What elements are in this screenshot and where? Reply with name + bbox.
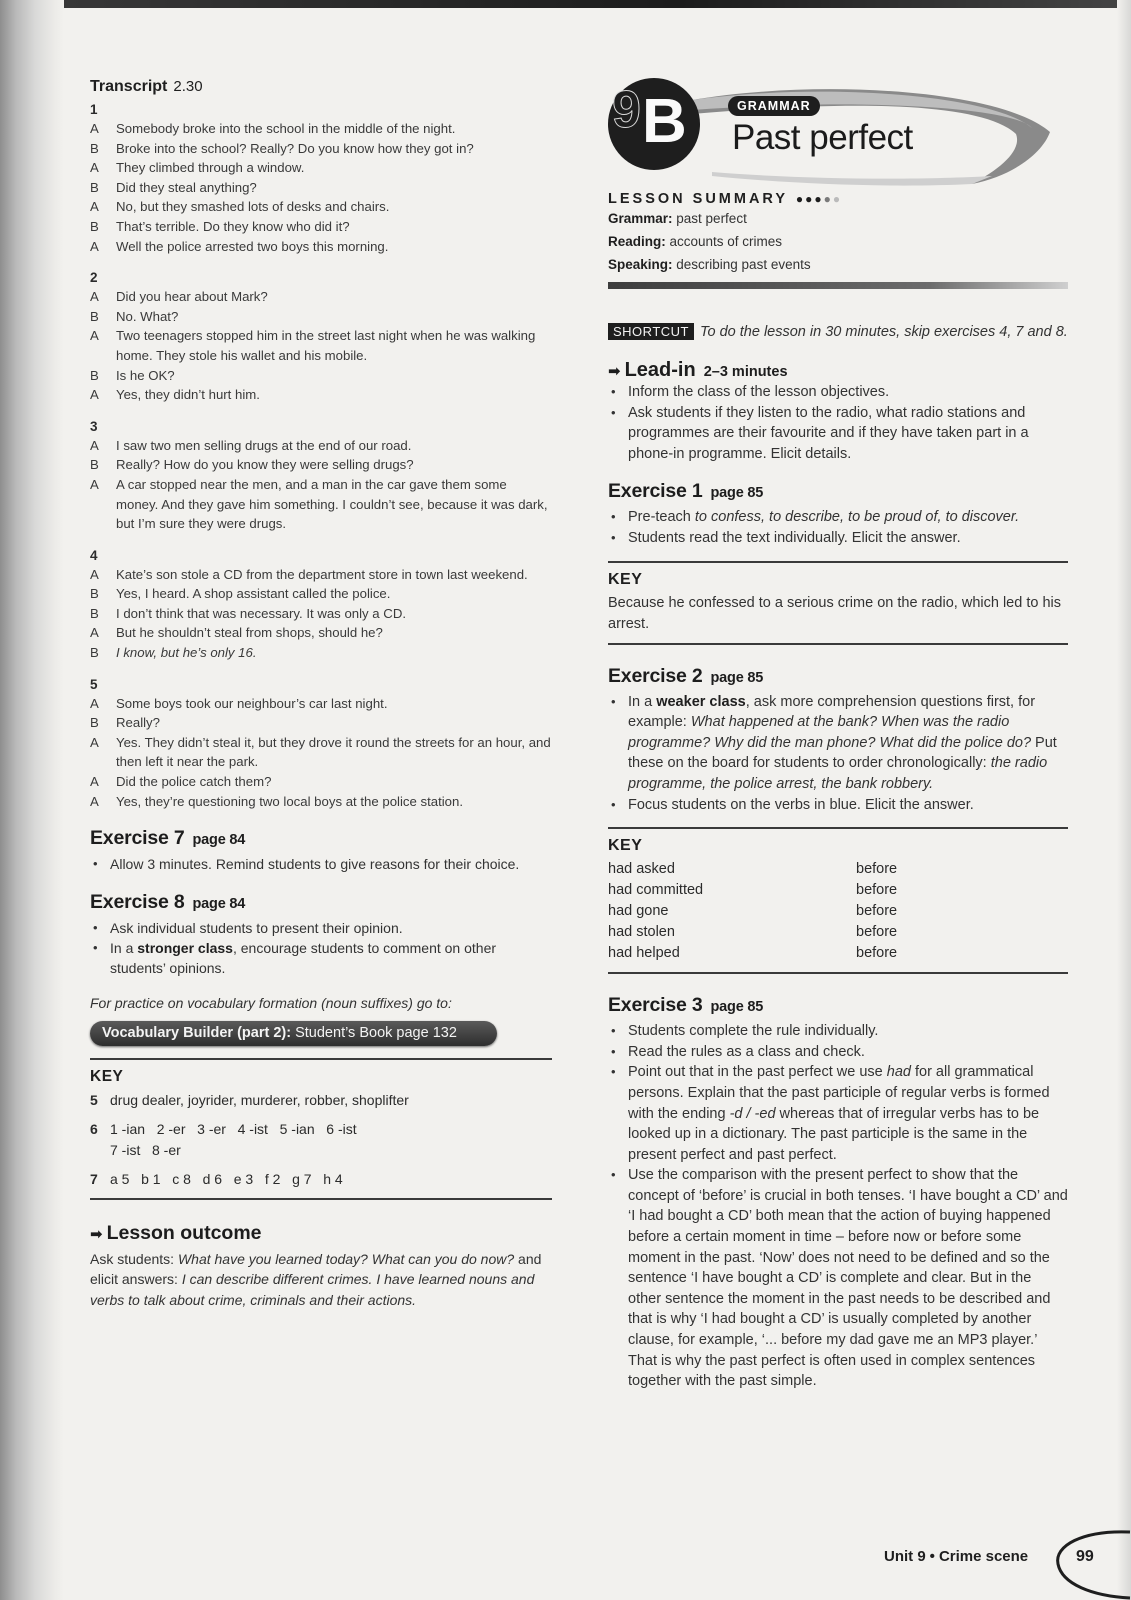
text-italic: What have you learned today? What can you do now? xyxy=(177,1250,515,1267)
dialogue-text: Broke into the school? Really? Do you know how they got in? xyxy=(116,140,474,156)
shortcut-tag: SHORTCUT xyxy=(608,323,694,340)
right-column xyxy=(608,78,1068,1392)
dialogue-block xyxy=(90,419,552,534)
list-item: • Ask individual students to present their opinion. xyxy=(90,918,552,938)
lesson-header xyxy=(608,78,1068,188)
key-cell: had gone xyxy=(608,903,669,920)
summary-label: Grammar: xyxy=(608,211,673,226)
dialogue-block xyxy=(90,270,552,405)
dialogue-text: I saw two men selling drugs at the end of our road. xyxy=(116,437,412,453)
key-row-5 xyxy=(90,1090,552,1111)
dialogue-line xyxy=(90,455,552,475)
text: Point out that in the past perfect we use xyxy=(628,1064,887,1081)
list-item: • Use the comparison with the present perfect to show that the concept of ‘before’ is crucial in both tenses. ‘I have bought a CD’ and ‘I had bought a CD’ both mean that the action of buying happened before a certain moment in time – before now or before some moment in the past. ‘Now’ does not need to be defined and so the sentence ‘I have bought a CD’ is complete and clear. But in the other sentence the moment in the past needs to be described and that is why ‘I had bought a CD’ is usually completed by another clause, for example, ‘... before my dad gave me an MP3 player.’ That is why the past perfect is often used in complex sentences together with the past simple. xyxy=(608,1165,1068,1392)
lesson-title: Past perfect xyxy=(732,118,913,157)
lesson-outcome-text xyxy=(90,1249,552,1311)
dialogue-text: Really? How do you know they were selling drugs? xyxy=(116,457,414,473)
key-box-left xyxy=(90,1058,552,1200)
dialogue-text: I know, but he’s only 16. xyxy=(116,645,257,661)
speaker-label: B xyxy=(90,715,99,731)
vocab-page: Student’s Book page 132 xyxy=(291,1024,457,1041)
dialogue-text: Yes. They didn’t steal it, but they drove it round the streets for an hour, and then left it near the park. xyxy=(116,734,551,770)
summary-row xyxy=(608,230,1068,253)
dialogue-line xyxy=(90,237,552,257)
lead-in-list xyxy=(608,382,1068,464)
dialogue-line xyxy=(90,366,552,386)
key-title: KEY xyxy=(90,1067,124,1085)
text: Pre-teach xyxy=(628,509,695,526)
dialogue-line xyxy=(90,643,552,663)
footer-separator: • xyxy=(929,1548,935,1565)
exercise-8-heading xyxy=(90,891,552,914)
speaker-label: B xyxy=(90,140,99,156)
exercise-8-title: Exercise 8 xyxy=(90,890,185,913)
speaker-label: B xyxy=(90,457,99,473)
dialogue-block xyxy=(90,102,552,256)
dialogue-number: 2 xyxy=(90,270,98,286)
speaker-label: B xyxy=(90,645,99,661)
dialogue-text: Did the police catch them? xyxy=(116,774,272,790)
exercise-7-page: page 84 xyxy=(192,832,246,849)
dialogue-line xyxy=(90,436,552,456)
list-item xyxy=(90,938,552,979)
dialogue-text: Is he OK? xyxy=(116,367,175,383)
dialogue-line xyxy=(90,623,552,643)
key-cell: had asked xyxy=(608,861,675,878)
exercise-2-page: page 85 xyxy=(710,669,764,686)
speaker-label: A xyxy=(90,774,99,790)
key-number: 6 xyxy=(90,1120,98,1137)
lead-in-heading xyxy=(608,359,1068,382)
text: for all grammatical persons. Explain that the past participle of regular verbs is formed with the ending xyxy=(628,1064,1050,1122)
lead-in-time: 2–3 minutes xyxy=(703,364,788,380)
exercise-1-title: Exercise 1 xyxy=(608,480,703,503)
dialogue-text: That’s terrible. Do they know who did it? xyxy=(116,218,350,234)
speaker-label: A xyxy=(90,238,99,254)
table-row xyxy=(608,880,1068,901)
speaker-label: A xyxy=(90,437,99,453)
shortcut-text: To do the lesson in 30 minutes, skip exercises 4, 7 and 8. xyxy=(699,324,1068,340)
dialogue-text: But he shouldn’t steal from shops, should he? xyxy=(116,625,383,641)
summary-label: Reading: xyxy=(608,234,666,249)
exercise-2-heading xyxy=(608,665,1068,688)
dialogue-text: Somebody broke into the school in the middle of the night. xyxy=(116,121,456,136)
text: , ask more comprehension questions first, for example: xyxy=(628,693,1036,731)
book-spine-shadow xyxy=(0,0,64,1600)
speaker-label: A xyxy=(90,566,99,582)
shortcut-note xyxy=(608,321,1068,343)
dialogue-line xyxy=(90,565,552,585)
dialogue-line xyxy=(90,158,552,178)
dialogue-text: Yes, they didn’t hurt him. xyxy=(116,387,260,403)
text: whereas that of irregular verbs has to be looked up in a dictionary. The past participle is the same in the present perfect and past perfect. xyxy=(628,1105,1040,1163)
dialogue-line xyxy=(90,139,552,159)
key-title: KEY xyxy=(608,570,643,588)
dialogue-line xyxy=(90,772,552,792)
dialogue-line xyxy=(90,326,552,365)
text: and elicit answers: xyxy=(90,1250,542,1288)
list-item: • Students complete the rule individually. xyxy=(608,1021,1068,1042)
summary-value: past perfect xyxy=(672,211,747,226)
dialogue-line xyxy=(90,584,552,604)
speaker-label: A xyxy=(90,695,99,711)
dialogue-line xyxy=(90,385,552,405)
table-row xyxy=(608,901,1068,922)
text: , encourage students to comment on other students’ opinions. xyxy=(110,940,497,977)
practice-note: For practice on vocabulary formation (noun suffixes) go to: xyxy=(90,994,452,1011)
dialogue-line xyxy=(90,733,552,772)
summary-dots-icon: ●●●●● xyxy=(795,192,843,206)
list-item xyxy=(608,507,1068,528)
speaker-label: A xyxy=(90,199,99,215)
page-number: 99 xyxy=(1076,1548,1094,1565)
dialogue-block xyxy=(90,677,552,812)
dialogue-text: I don’t think that was necessary. It was only a CD. xyxy=(116,605,407,621)
left-column xyxy=(90,78,552,1311)
list-item: • Students read the text individually. Elicit the answer. xyxy=(608,528,1068,549)
key-number: 7 xyxy=(90,1170,98,1187)
dialogue-line xyxy=(90,475,552,534)
dialogue-number: 5 xyxy=(90,676,98,692)
exercise-8-list xyxy=(90,918,552,979)
page-footer xyxy=(884,1548,1028,1565)
dialogue-line xyxy=(90,604,552,624)
exercise-1-page: page 85 xyxy=(710,485,764,502)
dialogue-line xyxy=(90,217,552,237)
lesson-outcome-heading xyxy=(90,1222,552,1245)
transcript-number: 2.30 xyxy=(173,78,203,95)
list-item: • Read the rules as a class and check. xyxy=(608,1042,1068,1063)
text: In a xyxy=(110,940,138,957)
table-row xyxy=(608,922,1068,943)
speaker-label: A xyxy=(90,793,99,809)
dialogue-text: Two teenagers stopped him in the street last night when he was walking home. They stole his wallet and his mobile. xyxy=(116,328,536,363)
exercise-3-title: Exercise 3 xyxy=(608,994,703,1017)
speaker-label: A xyxy=(90,387,99,403)
dialogue-number: 4 xyxy=(90,547,98,563)
key-cell: before xyxy=(856,945,898,962)
key-cell: before xyxy=(856,903,898,920)
key-number: 5 xyxy=(90,1091,98,1108)
dialogue-number: 1 xyxy=(90,102,98,117)
speaker-label: A xyxy=(90,734,99,750)
list-item xyxy=(608,692,1068,795)
table-row xyxy=(608,943,1068,964)
summary-value: accounts of crimes xyxy=(665,234,783,249)
dialogue-line xyxy=(90,792,552,812)
dialogue-text: Did they steal anything? xyxy=(116,179,257,195)
table-row xyxy=(608,859,1068,880)
summary-row xyxy=(608,207,1068,230)
list-item: • Inform the class of the lesson objectives. xyxy=(608,382,1068,403)
summary-divider xyxy=(608,282,1068,289)
key-cell: before xyxy=(856,861,898,878)
dialogue-line xyxy=(90,287,552,307)
key-answer: a 5 b 1 c 8 d 6 e 3 f 2 g 7 h 4 xyxy=(110,1170,343,1187)
transcript-dialogues xyxy=(90,102,552,811)
key-cell: before xyxy=(856,882,898,899)
key-answer-line: 1 -ian 2 -er 3 -er 4 -ist 5 -ian 6 -ist xyxy=(110,1120,357,1137)
list-item: • Focus students on the verbs in blue. Elicit the answer. xyxy=(608,795,1068,816)
lesson-letter: B xyxy=(642,87,687,156)
page-top-edge xyxy=(0,0,1131,8)
text: In a xyxy=(628,693,657,710)
summary-title: LESSON SUMMARY xyxy=(608,191,789,207)
lesson-outcome-title: Lesson outcome xyxy=(106,1221,262,1244)
dialogue-block xyxy=(90,548,552,663)
arrow-right-icon: ➡ xyxy=(608,363,621,380)
exercise-3-heading xyxy=(608,994,1068,1017)
dialogue-text: Yes, I heard. A shop assistant called the police. xyxy=(116,586,391,602)
key-cell: before xyxy=(856,924,898,941)
exercise-7-title: Exercise 7 xyxy=(90,827,185,850)
transcript-heading xyxy=(90,78,552,96)
speaker-label: B xyxy=(90,308,99,324)
dialogue-text: No. What? xyxy=(116,308,179,324)
speaker-label: B xyxy=(90,179,99,195)
dialogue-text: Did you hear about Mark? xyxy=(116,289,268,305)
summary-value: describing past events xyxy=(672,257,811,272)
text: Ask students: xyxy=(90,1250,178,1267)
speaker-label: A xyxy=(90,625,99,641)
dialogue-text: Yes, they’re questioning two local boys at the police station. xyxy=(116,793,463,809)
exercise-1-heading xyxy=(608,480,1068,503)
speaker-label: A xyxy=(90,121,99,136)
text-italic: had xyxy=(886,1064,911,1081)
speaker-label: B xyxy=(90,218,99,234)
key-answer xyxy=(110,1119,552,1161)
speaker-label: B xyxy=(90,367,99,383)
footer-unit-title: Crime scene xyxy=(938,1548,1029,1565)
list-item: • Allow 3 minutes. Remind students to give reasons for their choice. xyxy=(90,854,552,874)
speaker-label: B xyxy=(90,605,99,621)
lead-in-title: Lead-in xyxy=(624,359,696,381)
text-italic: to confess, to describe, to be proud of, to discover. xyxy=(694,509,1020,526)
speaker-label: A xyxy=(90,289,99,305)
text-italic: What happened at the bank? When was the radio programme? Why did the man phone? What did the police do? xyxy=(628,714,1032,751)
key-row-6 xyxy=(90,1119,552,1161)
key-cell: had committed xyxy=(608,882,704,899)
dialogue-line xyxy=(90,694,552,714)
key-cell: had stolen xyxy=(608,924,675,941)
vocabulary-builder-link[interactable] xyxy=(90,1021,497,1046)
grammar-tag: GRAMMAR xyxy=(728,96,820,116)
transcript-title: Transcript xyxy=(90,78,168,95)
dialogue-text: Some boys took our neighbour’s car last night. xyxy=(116,695,388,711)
dialogue-line xyxy=(90,713,552,733)
exercise-7-heading xyxy=(90,827,552,850)
dialogue-text: No, but they smashed lots of desks and chairs. xyxy=(116,199,390,215)
page-right-edge xyxy=(1117,0,1131,1600)
dialogue-text: Really? xyxy=(116,715,160,731)
dialogue-line xyxy=(90,119,552,139)
key-answer: drug dealer, joyrider, murderer, robber, shoplifter xyxy=(110,1091,409,1108)
text-italic: -d / -ed xyxy=(729,1105,776,1122)
text-italic: the radio programme, the police arrest, the bank robbery. xyxy=(628,755,1048,792)
exercise-3-page: page 85 xyxy=(710,999,764,1016)
dialogue-line xyxy=(90,197,552,217)
speaker-label: B xyxy=(90,586,99,602)
text-italic: I can describe different crimes. I have learned nouns and verbs to talk about crime, criminals and their actions. xyxy=(90,1271,535,1309)
list-item: • Ask students if they listen to the radio, what radio stations and programmes are their favourite and if they have taken part in a phone-in programme. Elicit details. xyxy=(608,403,1068,465)
exercise-3-list xyxy=(608,1021,1068,1392)
dialogue-text: A car stopped near the men, and a man in the car gave them some money. And they gave him something. I couldn’t see, because it was dark, but I’m sure they were drugs. xyxy=(116,476,548,532)
dialogue-line xyxy=(90,178,552,198)
exercise-1-key xyxy=(608,561,1068,645)
unit-number: 9 xyxy=(612,81,641,139)
key-title: KEY xyxy=(608,837,643,855)
dialogue-text: Well the police arrested two boys this morning. xyxy=(116,238,389,254)
arrow-right-icon: ➡ xyxy=(90,1225,103,1243)
exercise-2-key xyxy=(608,827,1068,974)
summary-label: Speaking: xyxy=(608,257,673,272)
footer-unit: Unit 9 xyxy=(884,1548,926,1565)
exercise-2-title: Exercise 2 xyxy=(608,664,703,687)
key-answer-line: 7 -ist 8 -er xyxy=(110,1141,181,1158)
list-item xyxy=(608,1062,1068,1165)
dialogue-number: 3 xyxy=(90,418,98,434)
dialogue-text: They climbed through a window. xyxy=(116,160,305,176)
text: Put these on the board for students to order chronologically: xyxy=(628,734,1057,772)
key-cell: had helped xyxy=(608,945,680,962)
emphasis: stronger class xyxy=(137,940,233,957)
key-answer: Because he confessed to a serious crime on the radio, which led to his arrest. xyxy=(608,594,1061,632)
speaker-label: A xyxy=(90,328,99,344)
exercise-8-page: page 84 xyxy=(192,895,246,912)
dialogue-line xyxy=(90,307,552,327)
vocab-label: Vocabulary Builder (part 2): xyxy=(102,1024,292,1041)
summary-row xyxy=(608,253,1068,276)
emphasis: weaker class xyxy=(656,693,746,710)
exercise-1-list xyxy=(608,507,1068,548)
exercise-7-list xyxy=(90,854,552,874)
key-row-7 xyxy=(90,1169,552,1190)
speaker-label: A xyxy=(90,476,99,492)
exercise-2-list xyxy=(608,692,1068,816)
dialogue-text: Kate’s son stole a CD from the department store in town last weekend. xyxy=(116,566,528,582)
speaker-label: A xyxy=(90,160,99,176)
key-table xyxy=(608,859,1068,964)
lesson-summary xyxy=(608,190,1068,289)
